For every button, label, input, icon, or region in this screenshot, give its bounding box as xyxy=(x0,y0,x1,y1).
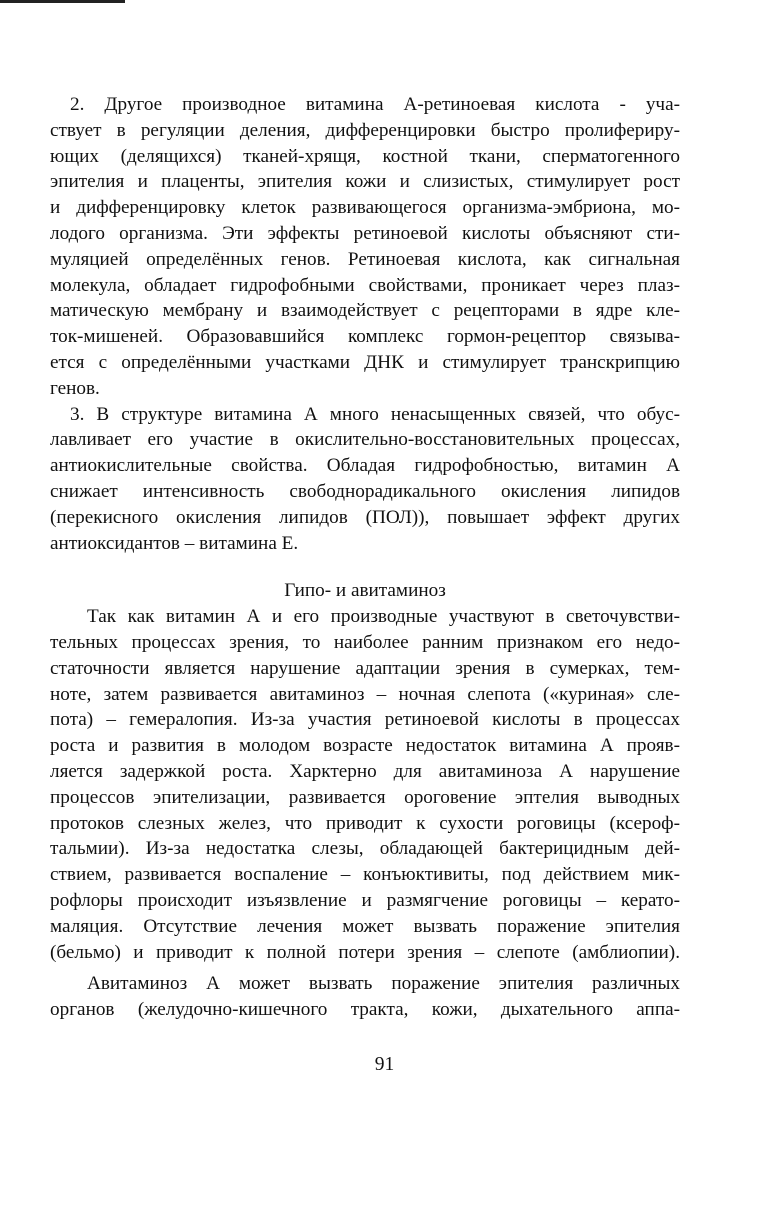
text-line: ноте, затем развивается авитаминоз – ночная слепота («куриная» сле- xyxy=(50,683,680,705)
text-line: роста и развития в молодом возрасте недостаток витамина А прояв- xyxy=(50,735,680,757)
text-line: процессов эпителизации, развивается ороговение эптелия выводных xyxy=(50,786,680,808)
text-line: ется с определёнными участками ДНК и стимулирует транскрипцию xyxy=(50,351,680,373)
page-number: 91 xyxy=(374,1054,395,1075)
section-paragraph-1 xyxy=(50,604,680,965)
section-heading: Гипо- и авитаминоз xyxy=(284,580,446,602)
text-line: протоков слезных желез, что приводит к сухости роговицы (ксероф- xyxy=(50,812,680,834)
text-line: (бельмо) и приводит к полной потери зрения – слепоте (амблиопии). xyxy=(50,941,680,963)
section-paragraph-2 xyxy=(50,971,680,1023)
text-line: лавливает его участие в окислительно-восстановительных процессах, xyxy=(50,429,680,451)
text-line: ющих (делящихся) тканей-хрящя, костной ткани, сперматогенного xyxy=(50,145,680,167)
text-line: снижает интенсивность свободнорадикального окисления липидов xyxy=(50,480,680,502)
page-body xyxy=(50,92,680,1023)
text-line: маляция. Отсутствие лечения может вызвать поражение эпителия xyxy=(50,915,680,937)
text-line: ствует в регуляции деления, дифференцировки быстро пролифериру- xyxy=(50,119,680,141)
text-line: ствием, развивается воспаление – конъюктивиты, под действием мик- xyxy=(50,864,680,886)
text-line: ляется задержкой роста. Харктерно для авитаминоза А нарушение xyxy=(50,760,680,782)
text-line: Авитаминоз А может вызвать поражение эпителия различных xyxy=(87,973,680,995)
text-line: матическую мембрану и взаимодействует с рецепторами в ядре кле- xyxy=(50,300,680,322)
text-line: и дифференцировку клеток развивающегося организма-эмбриона, мо- xyxy=(50,197,680,219)
paragraph-3 xyxy=(50,402,680,557)
text-line: 3. В структуре витамина А много ненасыщенных связей, что обус- xyxy=(70,403,680,425)
text-line: пота) – гемералопия. Из-за участия ретиноевой кислоты в процессах xyxy=(50,709,680,731)
text-line: Так как витамин А и его производные участвуют в светочувстви- xyxy=(87,606,680,628)
text-line: (перекисного окисления липидов (ПОЛ)), повышает эффект других xyxy=(50,506,680,528)
text-line: эпителия и плаценты, эпителия кожи и слизистых, стимулирует рост xyxy=(50,171,680,193)
text-line: генов. xyxy=(50,377,100,399)
text-line: ток-мишеней. Образовавшийся комплекс гормон-рецептор связыва- xyxy=(50,326,680,348)
top-rule xyxy=(0,0,125,3)
text-line: молекула, обладает гидрофобными свойствами, проникает через плаз- xyxy=(50,274,680,296)
text-line: органов (желудочно-кишечного тракта, кожи, дыхательного аппа- xyxy=(50,999,680,1021)
text-line: 2. Другое производное витамина А-ретиноевая кислота - уча- xyxy=(70,94,680,115)
text-line: муляцией определённых генов. Ретиноевая кислота, как сигнальная xyxy=(50,248,680,270)
text-line: антиоксидантов – витамина Е. xyxy=(50,532,299,554)
paragraph-2 xyxy=(50,92,680,402)
text-line: антиокислительные свойства. Обладая гидрофобностью, витамин А xyxy=(50,455,680,477)
text-line: статочности является нарушение адаптации зрения в сумерках, тем- xyxy=(50,657,680,679)
text-line: рофлоры происходит изъязвление и размягчение роговицы – керато- xyxy=(50,889,680,911)
text-line: тальмии). Из-за недостатка слезы, обладающей бактерицидным дей- xyxy=(50,838,680,860)
text-line: тельных процессах зрения, то наиболее ранним признаком его недо- xyxy=(50,631,680,653)
text-line: лодого организма. Эти эффекты ретиноевой кислоты объясняют сти- xyxy=(50,222,680,244)
